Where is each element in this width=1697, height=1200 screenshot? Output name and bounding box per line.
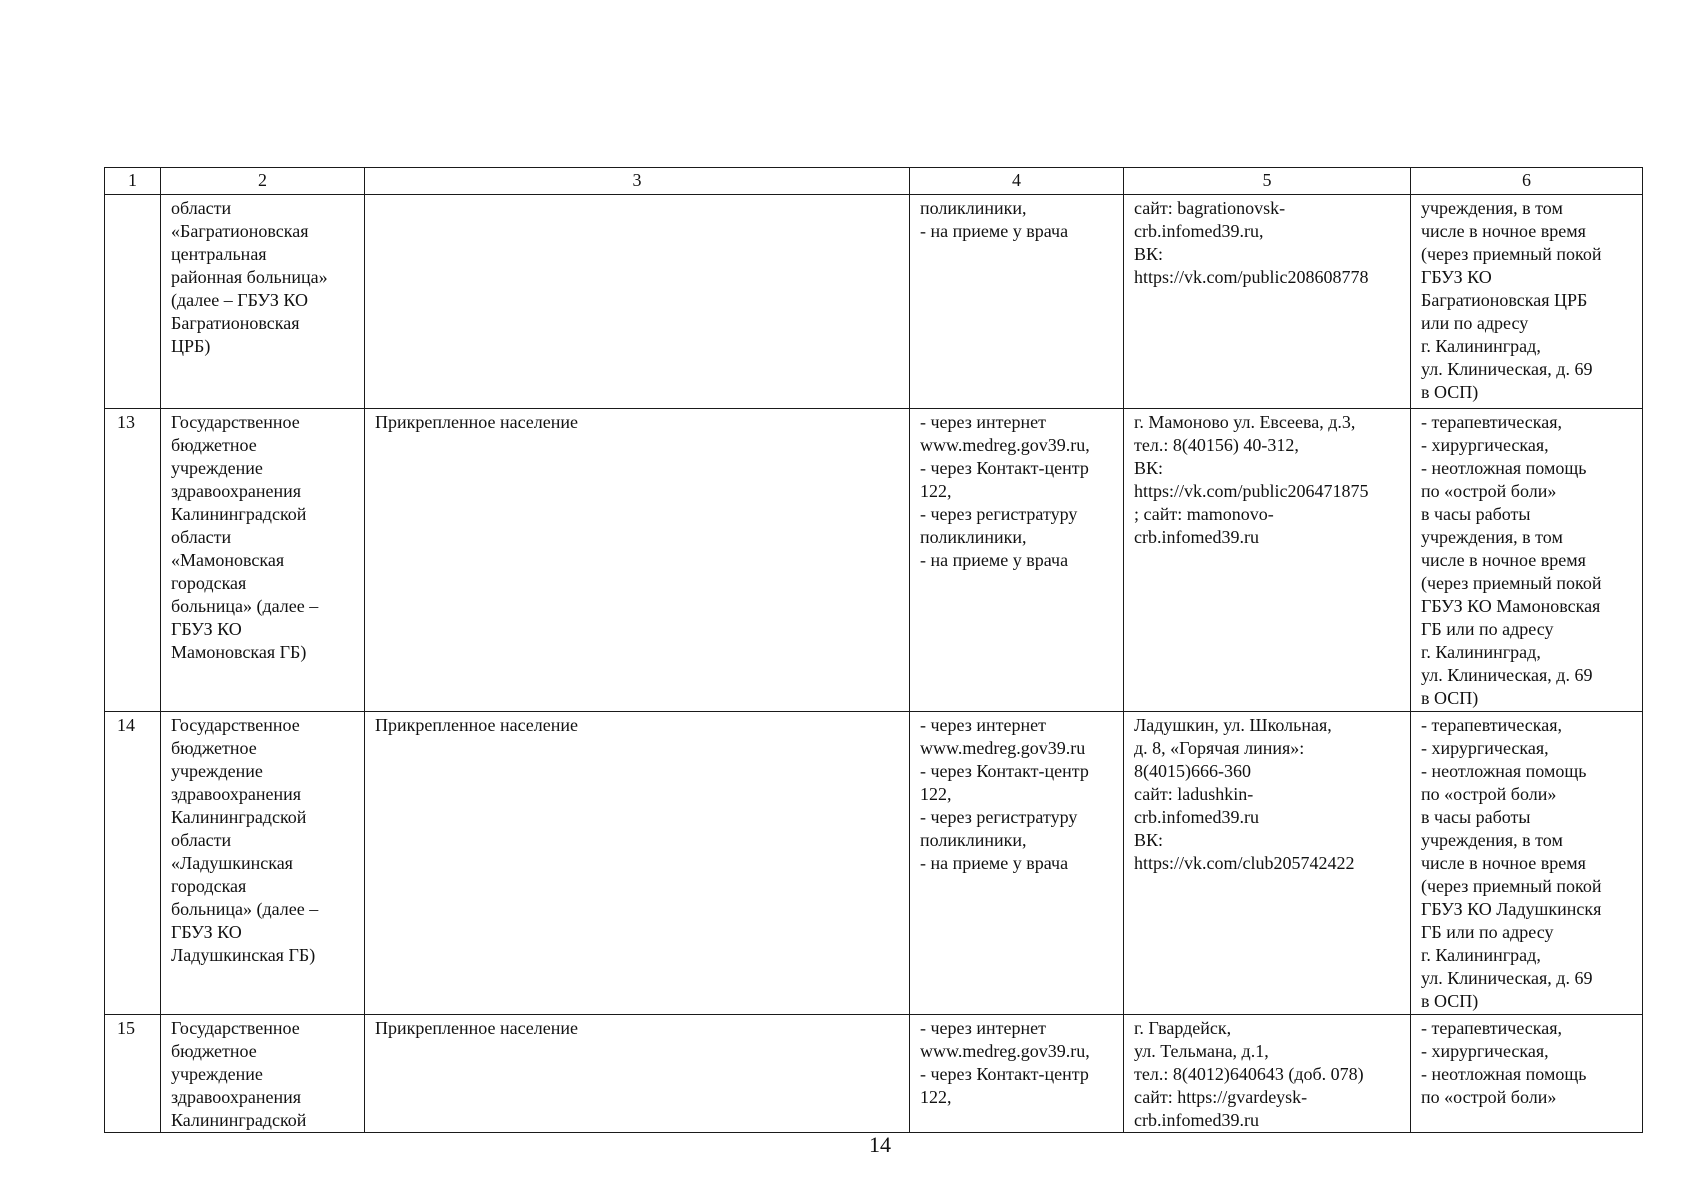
- row-number: 14: [105, 712, 161, 1015]
- column-number: 2: [161, 168, 365, 195]
- column-number: 1: [105, 168, 161, 195]
- appointment-methods: - через интернет www.medreg.gov39.ru - через Контакт-центр 122, - через регистратуру поликлиники, - на приеме у врача: [910, 712, 1124, 1015]
- population: Прикрепленное население: [365, 409, 910, 712]
- organization-name: Государственное бюджетное учреждение здравоохранения Калининградской области «Мамоновская городская больница» (далее – ГБУЗ КО Мамоновская ГБ): [161, 409, 365, 712]
- organization-name: Государственное бюджетное учреждение здравоохранения Калининградской области «Ладушкинская городская больница» (далее – ГБУЗ КО Ладушкинская ГБ): [161, 712, 365, 1015]
- column-number: 5: [1124, 168, 1411, 195]
- page-number: 14: [869, 1132, 891, 1157]
- organization-name: Государственное бюджетное учреждение здравоохранения Калининградской: [161, 1015, 365, 1133]
- row-number: 13: [105, 409, 161, 712]
- contacts: Ладушкин, ул. Школьная, д. 8, «Горячая линия»: 8(4015)666-360 сайт: ladushkin- crb.infomed39.ru ВК: https://vk.com/club205742422: [1124, 712, 1411, 1015]
- population: Прикрепленное население: [365, 712, 910, 1015]
- column-number-row: [105, 168, 1643, 195]
- population: Прикрепленное население: [365, 1015, 910, 1133]
- column-number: 4: [910, 168, 1124, 195]
- care-types: - терапевтическая, - хирургическая, - неотложная помощь по «острой боли» в часы работы учреждения, в том числе в ночное время (через приемный покой ГБУЗ КО Мамоновская ГБ или по адресу г. Калининград, ул. Клиническая, д. 69 в ОСП): [1411, 409, 1643, 712]
- column-number: 3: [365, 168, 910, 195]
- row-number: [105, 195, 161, 409]
- table-row: [105, 195, 1643, 409]
- column-number: 6: [1411, 168, 1643, 195]
- care-types: - терапевтическая, - хирургическая, - неотложная помощь по «острой боли» в часы работы учреждения, в том числе в ночное время (через приемный покой ГБУЗ КО Ладушкинскя ГБ или по адресу г. Калининград, ул. Клиническая, д. 69 в ОСП): [1411, 712, 1643, 1015]
- table-row: [105, 712, 1643, 1015]
- table-row: [105, 409, 1643, 712]
- appointment-methods: - через интернет www.medreg.gov39.ru, - через Контакт-центр 122, - через регистратуру поликлиники, - на приеме у врача: [910, 409, 1124, 712]
- organization-name: области «Багратионовская центральная районная больница» (далее – ГБУЗ КО Багратионовская ЦРБ): [161, 195, 365, 409]
- care-types: - терапевтическая, - хирургическая, - неотложная помощь по «острой боли»: [1411, 1015, 1643, 1133]
- care-types: учреждения, в том числе в ночное время (через приемный покой ГБУЗ КО Багратионовская ЦРБ или по адресу г. Калининград, ул. Клиническая, д. 69 в ОСП): [1411, 195, 1643, 409]
- contacts: сайт: bagrationovsk- crb.infomed39.ru, ВК: https://vk.com/public208608778: [1124, 195, 1411, 409]
- population: [365, 195, 910, 409]
- appointment-methods: - через интернет www.medreg.gov39.ru, - через Контакт-центр 122,: [910, 1015, 1124, 1133]
- contacts: г. Гвардейск, ул. Тельмана, д.1, тел.: 8(4012)640643 (доб. 078) сайт: https://gvardeysk- crb.infomed39.ru: [1124, 1015, 1411, 1133]
- row-number: 15: [105, 1015, 161, 1133]
- services-table: [104, 167, 1643, 1133]
- contacts: г. Мамоново ул. Евсеева, д.3, тел.: 8(40156) 40-312, ВК: https://vk.com/public206471875 ; сайт: mamonovo- crb.infomed39.ru: [1124, 409, 1411, 712]
- appointment-methods: поликлиники, - на приеме у врача: [910, 195, 1124, 409]
- table-row: [105, 1015, 1643, 1133]
